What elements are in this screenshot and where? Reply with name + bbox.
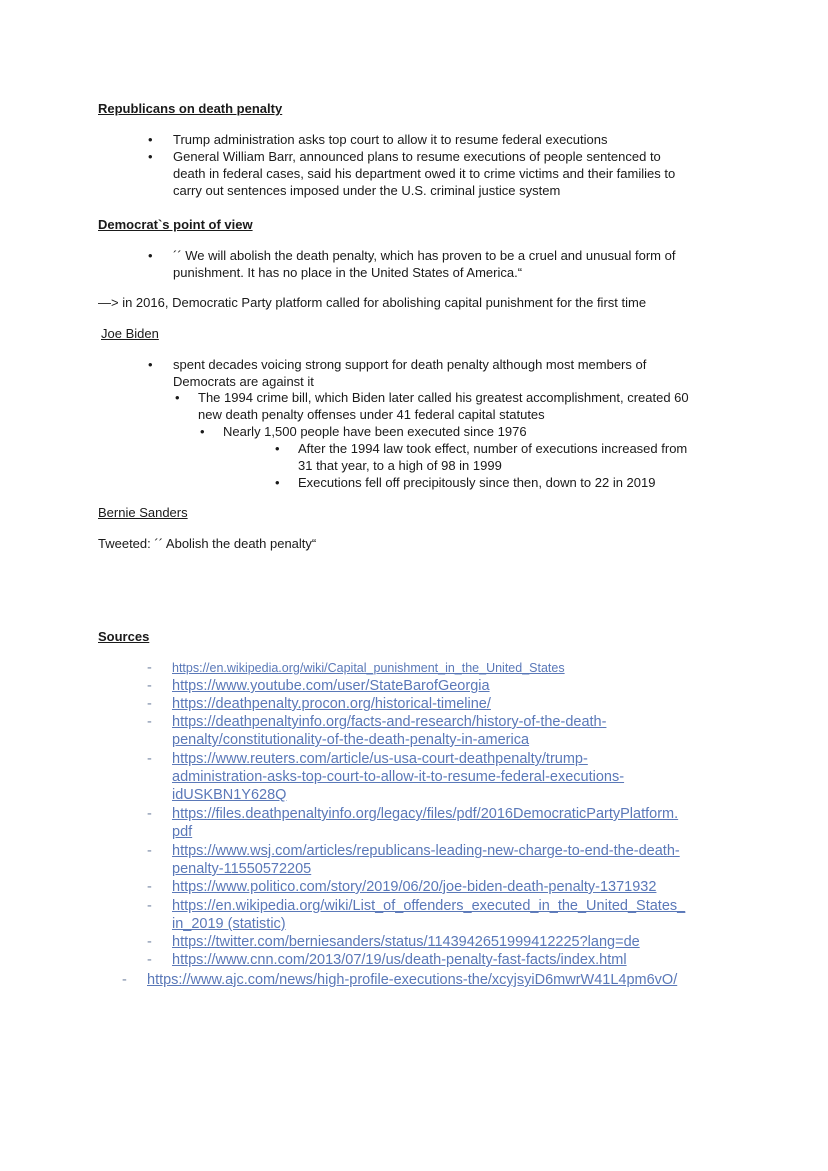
sanders-tweet: Tweeted: ´´ Abolish the death penalty“ xyxy=(98,536,317,551)
source-link[interactable]: idUSKBN1Y628Q xyxy=(172,787,287,803)
source-item: - https://en.wikipedia.org/wiki/List_of_offenders_executed_in_the_United_States_ in_2019 (statistic) xyxy=(147,898,686,932)
republicans-bullet-1: • Trump administration asks top court to allow it to resume federal executions xyxy=(148,132,608,147)
source-link[interactable]: https://files.deathpenaltyinfo.org/legacy/files/pdf/2016DemocraticPartyPlatform. xyxy=(172,806,679,822)
bullet-icon: • xyxy=(275,441,280,456)
source-item: - https://www.youtube.com/user/StateBarofGeorgia xyxy=(147,678,490,694)
bullet-icon: • xyxy=(275,475,280,490)
biden-bullet-level-4a: • After the 1994 law took effect, number of executions increased from 31 that year, to a high of 98 in 1999 xyxy=(275,441,688,473)
source-item: - https://files.deathpenaltyinfo.org/legacy/files/pdf/2016DemocraticPartyPlatform. pdf xyxy=(147,806,679,840)
source-link[interactable]: in_2019 (statistic) xyxy=(172,916,286,932)
biden-bullet-level-1: • spent decades voicing strong support for death penalty although most members of Democrats are against it xyxy=(148,357,647,389)
democrats-quote: • ´´ We will abolish the death penalty, which has proven to be a cruel and unusual form of punishment. It has no place in the United States of America.“ xyxy=(148,248,676,280)
bullet-icon: • xyxy=(175,390,180,405)
source-link[interactable]: https://en.wikipedia.org/wiki/Capital_punishment_in_the_United_States xyxy=(172,661,565,675)
bullet-icon: • xyxy=(148,149,153,164)
source-item: - https://www.reuters.com/article/us-usa-court-deathpenalty/trump- administration-asks-top-court-to-allow-it-to-resume-federal-executions- idUSKBN1Y628Q xyxy=(147,751,625,803)
source-link[interactable]: pdf xyxy=(172,824,193,840)
source-item: - https://www.politico.com/story/2019/06/20/joe-biden-death-penalty-1371932 xyxy=(147,879,657,895)
source-link[interactable]: https://twitter.com/berniesanders/status/1143942651999412225?lang=de xyxy=(172,934,640,950)
source-item: - https://twitter.com/berniesanders/status/1143942651999412225?lang=de xyxy=(147,934,640,950)
heading-democrats: Democrat`s point of view xyxy=(98,217,253,232)
bullet-icon: • xyxy=(148,248,153,263)
source-item: - https://deathpenalty.procon.org/historical-timeline/ xyxy=(147,696,491,712)
source-link[interactable]: https://www.cnn.com/2013/07/19/us/death-penalty-fast-facts/index.html xyxy=(172,952,627,968)
source-link[interactable]: https://deathpenaltyinfo.org/facts-and-research/history-of-the-death- xyxy=(172,714,607,730)
biden-bullet-level-2: • The 1994 crime bill, which Biden later called his greatest accomplishment, created 60 new death penalty offenses under 41 federal capital statutes xyxy=(175,390,689,422)
source-item: - https://en.wikipedia.org/wiki/Capital_punishment_in_the_United_States xyxy=(147,660,565,676)
bullet-icon: • xyxy=(148,132,153,147)
heading-bernie-sanders: Bernie Sanders xyxy=(98,505,188,520)
bullet-icon: • xyxy=(200,424,205,439)
source-link[interactable]: https://www.reuters.com/article/us-usa-court-deathpenalty/trump- xyxy=(172,751,588,767)
source-item: - https://www.wsj.com/articles/republicans-leading-new-charge-to-end-the-death- penalty-11550572205 xyxy=(147,843,680,877)
source-link[interactable]: https://www.wsj.com/articles/republicans-leading-new-charge-to-end-the-death- xyxy=(172,843,680,859)
heading-republicans: Republicans on death penalty xyxy=(98,101,283,116)
heading-joe-biden: Joe Biden xyxy=(101,326,159,341)
heading-sources: Sources xyxy=(98,629,150,644)
source-link[interactable]: https://www.politico.com/story/2019/06/20/joe-biden-death-penalty-1371932 xyxy=(172,879,657,895)
source-item: - https://www.ajc.com/news/high-profile-executions-the/xcyjsyiD6mwrW41L4pm6vO/ xyxy=(122,972,678,988)
democrats-platform-note: —> in 2016, Democratic Party platform called for abolishing capital punishment for the first time xyxy=(98,295,647,310)
biden-bullet-level-4b: • Executions fell off precipitously since then, down to 22 in 2019 xyxy=(275,475,656,490)
republicans-bullet-2: • General William Barr, announced plans to resume executions of people sentenced to death in federal cases, said his department owed it to crime victims and their families to carry out sentences imposed under the U.S. criminal justice system xyxy=(148,149,676,198)
source-link[interactable]: https://www.ajc.com/news/high-profile-executions-the/xcyjsyiD6mwrW41L4pm6vO/ xyxy=(147,972,678,988)
source-link[interactable]: penalty-11550572205 xyxy=(172,861,312,877)
source-item: - https://deathpenaltyinfo.org/facts-and-research/history-of-the-death- penalty/constitutionality-of-the-death-penalty-in-america xyxy=(147,714,607,748)
source-link[interactable]: penalty/constitutionality-of-the-death-penalty-in-america xyxy=(172,732,530,748)
bullet-icon: • xyxy=(148,357,153,372)
source-link[interactable]: https://en.wikipedia.org/wiki/List_of_offenders_executed_in_the_United_States_ xyxy=(172,898,686,914)
source-link[interactable]: administration-asks-top-court-to-allow-it-to-resume-federal-executions- xyxy=(172,769,625,785)
biden-bullet-level-3: • Nearly 1,500 people have been executed since 1976 xyxy=(200,424,527,439)
source-link[interactable]: https://www.youtube.com/user/StateBarofGeorgia xyxy=(172,678,490,694)
source-link[interactable]: https://deathpenalty.procon.org/historical-timeline/ xyxy=(172,696,491,712)
source-item: - https://www.cnn.com/2013/07/19/us/death-penalty-fast-facts/index.html xyxy=(147,952,627,968)
